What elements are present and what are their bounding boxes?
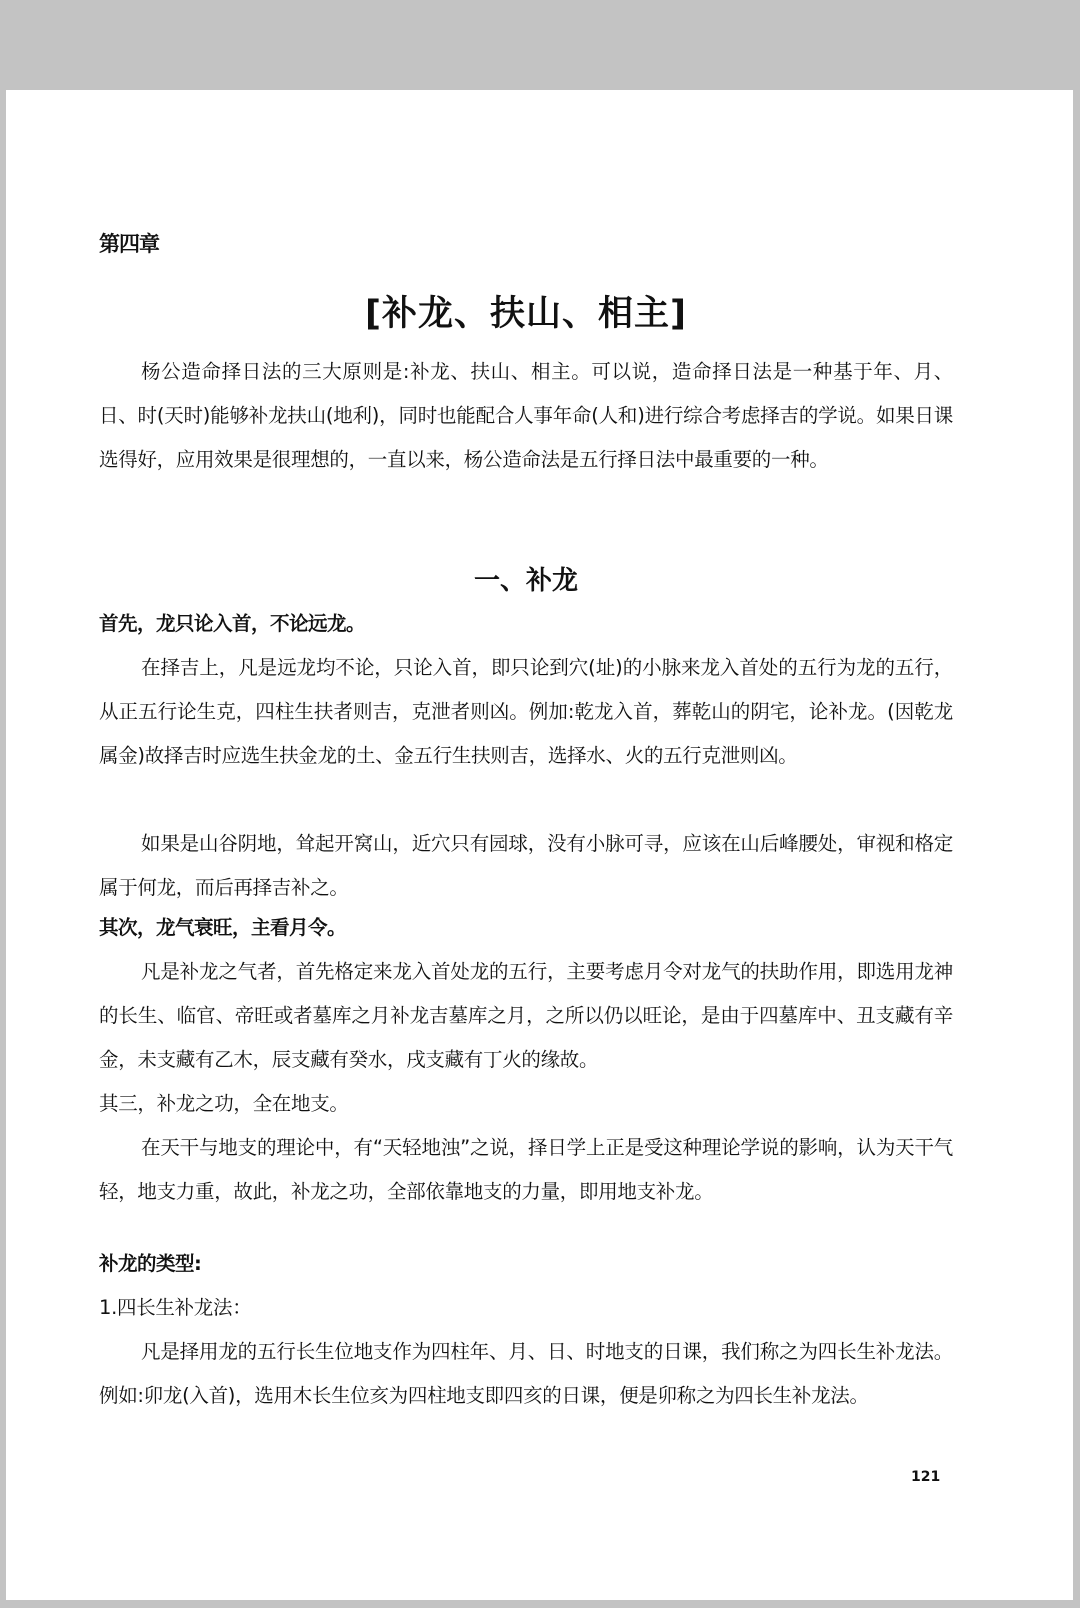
chapter-label: 第四章 — [99, 232, 159, 256]
section-title-bulong: 一、补龙 — [473, 566, 578, 596]
point1-heading: 首先，龙只论入首，不论远龙。 — [99, 612, 366, 635]
method1-title: 1.四长生补龙法： — [99, 1296, 252, 1319]
chapter-title: [补龙、扶山、相主] — [365, 294, 687, 334]
point2-heading: 其次，龙气衰旺，主看月令。 — [99, 916, 347, 939]
document-page — [6, 90, 1073, 1600]
point3-paragraph: 在天干与地支的理论中，有“天轻地浊”之说，择日学上正是受这种理论学说的影响，认为天干气轻，地支力重，故此，补龙之功，全部依靠地支的力量，即用地支补龙。 — [99, 1136, 953, 1203]
point3-heading: 其三，补龙之功，全在地支。 — [99, 1092, 349, 1115]
page-number: 121 — [911, 1469, 941, 1485]
point1-paragraph-1: 在择吉上，凡是远龙均不论，只论入首，即只论到穴(址)的小脉来龙入首处的五行为龙的五行，从正五行论生克，四柱生扶者则吉，克泄者则凶。例加:乾龙入首，葬乾山的阴宅，论补龙。(因乾龙属金)故择吉时应选生扶金龙的土、金五行生扶则吉，选择水、火的五行克泄则凶。 — [99, 656, 953, 767]
intro-paragraph: 杨公造命择日法的三大原则是:补龙、扶山、相主。可以说，造命择日法是一种基于年、月、日、时(天时)能够补龙扶山(地利)，同时也能配合人事年命(人和)进行综合考虑择吉的学说。如果日课选得好，应用效果是很理想的，一直以来，杨公造命法是五行择日法中最重要的一种。 — [99, 360, 953, 471]
point2-paragraph: 凡是补龙之气者，首先格定来龙入首处龙的五行，主要考虑月令对龙气的扶助作用，即选用龙神的长生、临官、帝旺或者墓库之月补龙吉墓库之月，之所以仍以旺论，是由于四墓库中、丑支藏有辛金，未支藏有乙木，辰支藏有癸水，戌支藏有丁火的缘故。 — [99, 960, 953, 1071]
point1-paragraph-2: 如果是山谷阴地，耸起开窝山，近穴只有园球，没有小脉可寻，应该在山后峰腰处，审视和格定属于何龙，而后再择吉补之。 — [99, 832, 953, 899]
method1-paragraph: 凡是择用龙的五行长生位地支作为四柱年、月、日、时地支的日课，我们称之为四长生补龙法。例如:卯龙(入首)，选用木长生位亥为四柱地支即四亥的日课，便是卯称之为四长生补龙法。 — [99, 1340, 953, 1407]
types-heading: 补龙的类型: — [99, 1252, 202, 1275]
